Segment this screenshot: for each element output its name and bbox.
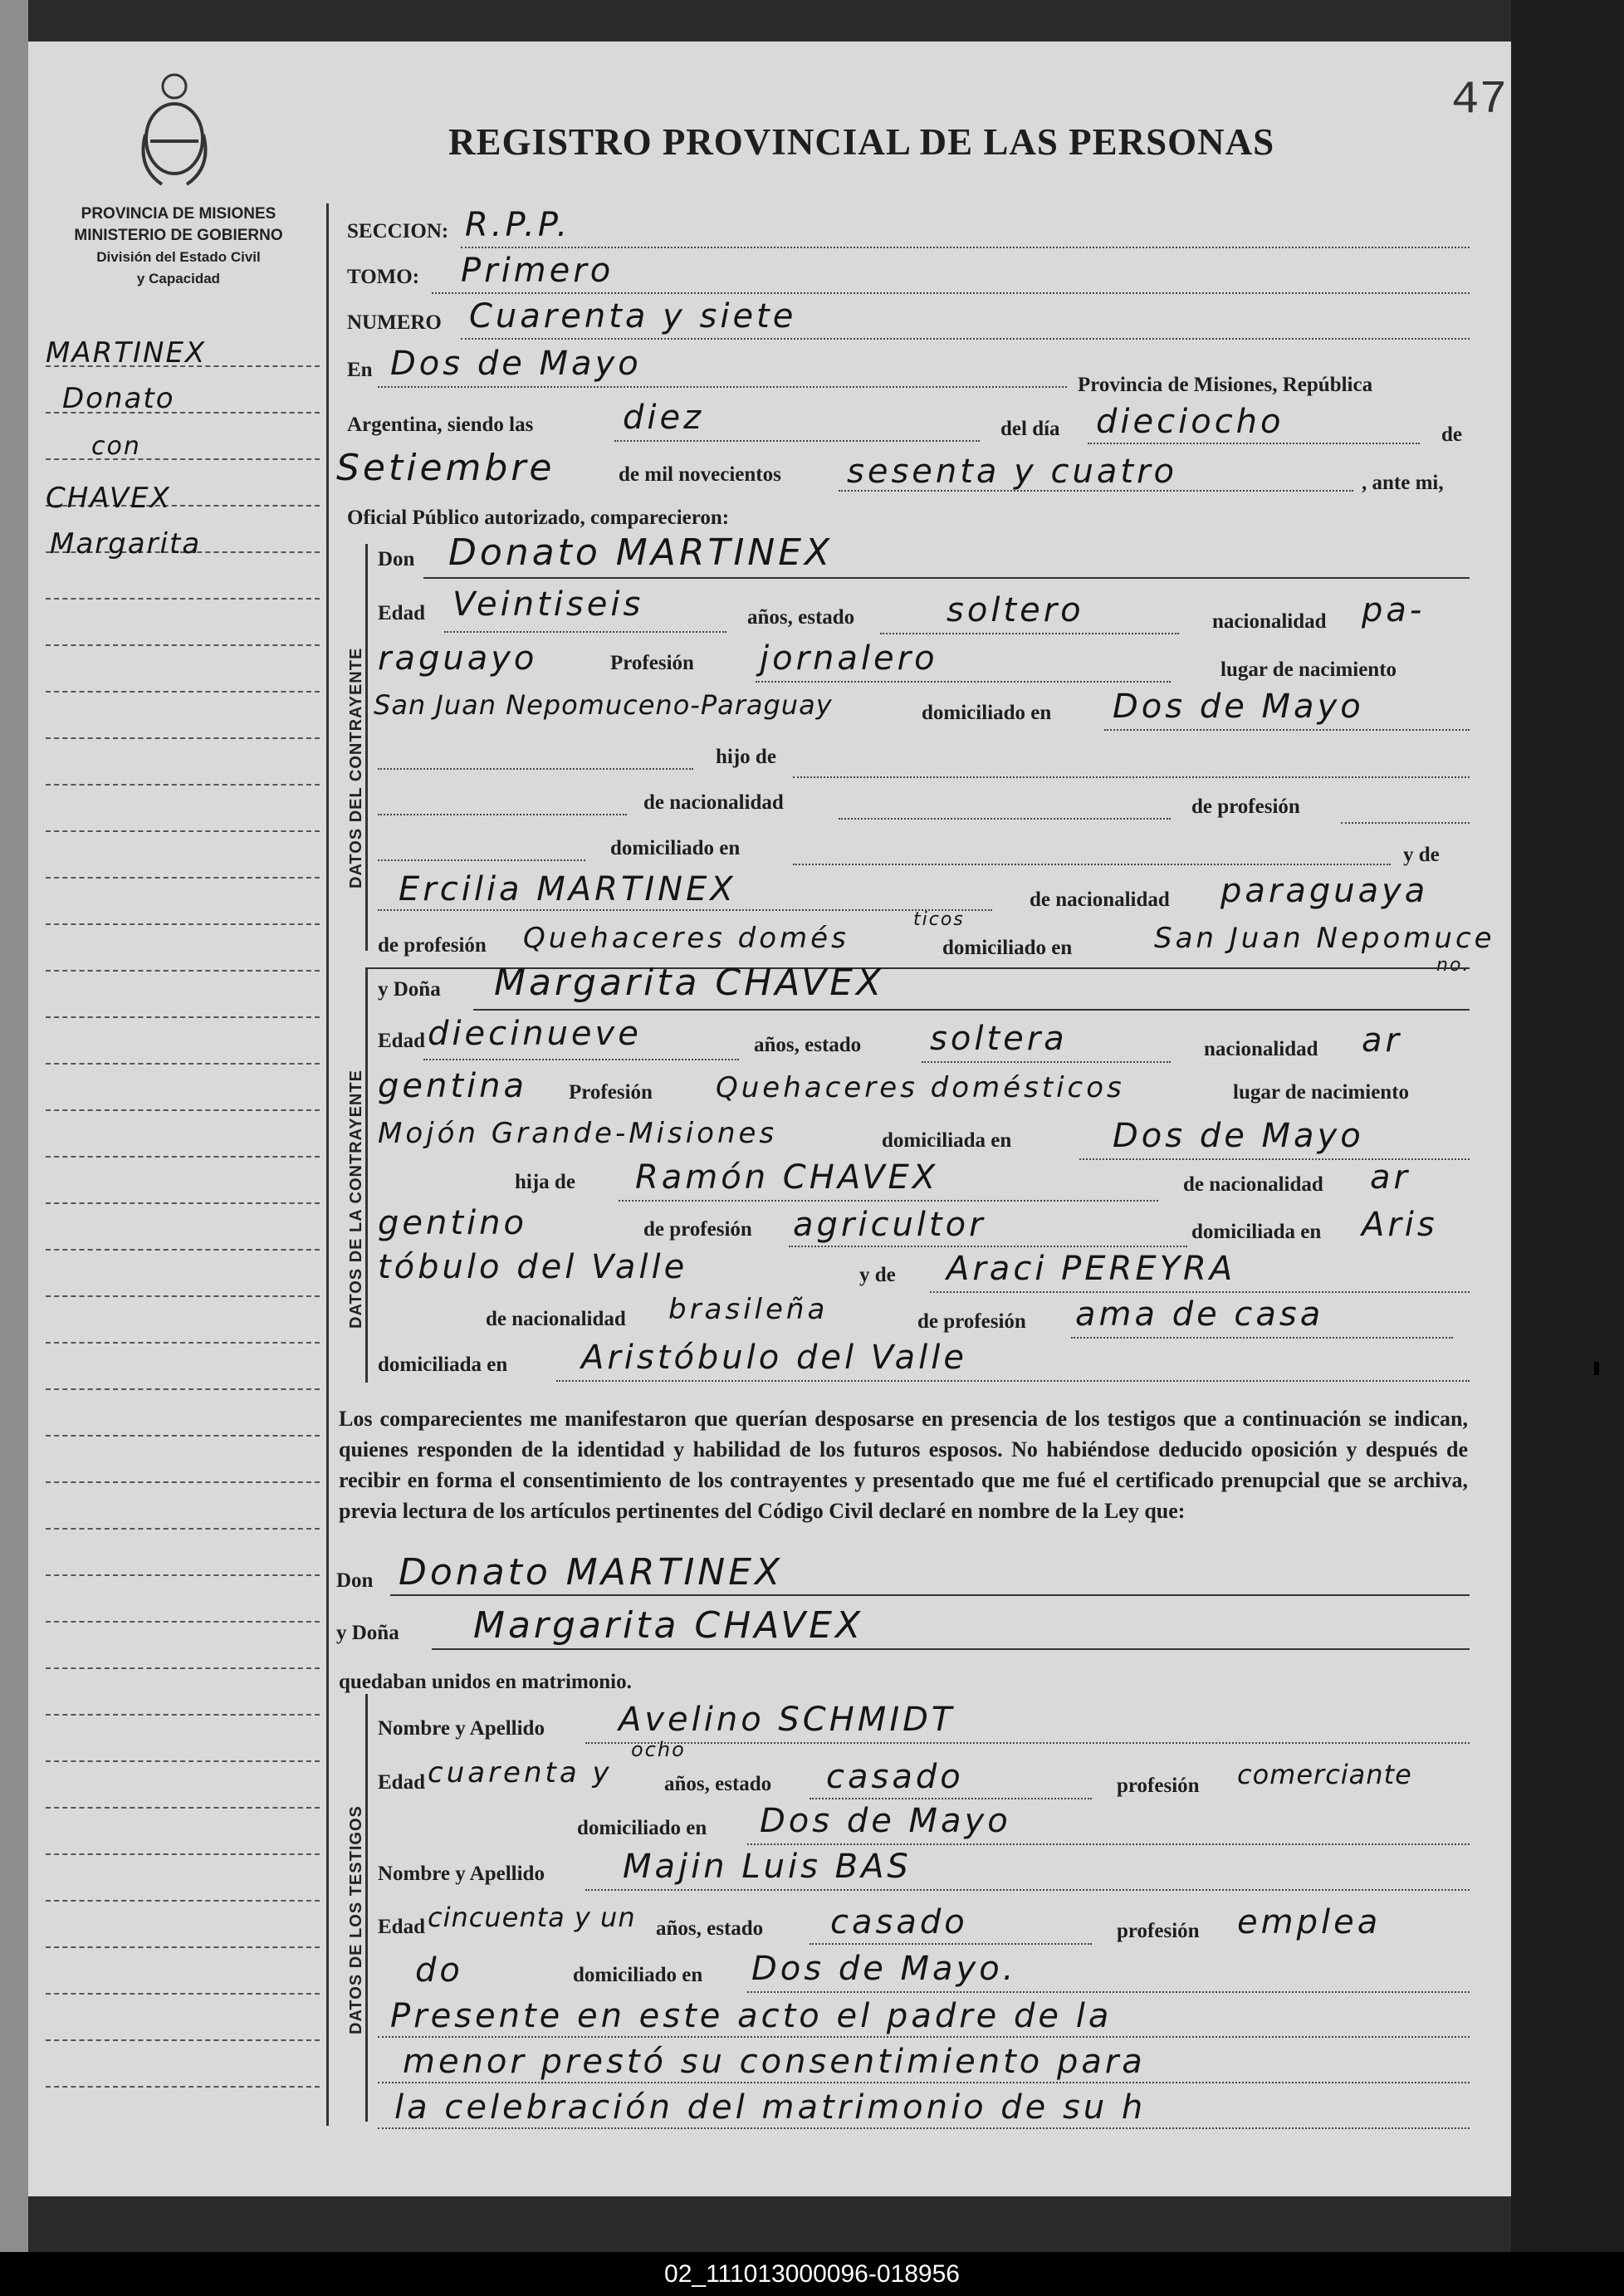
field-line bbox=[880, 633, 1179, 634]
label-hija-de: hija de bbox=[515, 1171, 575, 1193]
label-oficial: Oficial Público autorizado, comparecieron: bbox=[347, 507, 730, 529]
field-line bbox=[756, 681, 1171, 683]
groom-age: Veintiseis bbox=[452, 585, 644, 624]
label-y-de: y de bbox=[859, 1264, 896, 1286]
label-profesion: Profesión bbox=[569, 1081, 653, 1104]
footer-bar bbox=[0, 2252, 1624, 2296]
bride-profession: Quehaceres domésticos bbox=[716, 1071, 1125, 1104]
label-y-de: y de bbox=[1403, 844, 1440, 866]
bride-father-nationality-b: gentino bbox=[378, 1204, 527, 1242]
value-anio: sesenta y cuatro bbox=[847, 453, 1178, 491]
authority-line: y Capacidad bbox=[136, 271, 221, 286]
groom-name: Donato MARTINEX bbox=[448, 531, 834, 574]
margin-name: con bbox=[91, 432, 141, 461]
field-line bbox=[614, 440, 980, 442]
label-lugar-nac: lugar de nacimiento bbox=[1220, 658, 1397, 681]
label-lugar-nac: lugar de nacimiento bbox=[1233, 1081, 1410, 1104]
field-line bbox=[1071, 1337, 1453, 1339]
margin-line bbox=[46, 2039, 320, 2041]
margin-line bbox=[46, 1249, 320, 1251]
note-line: menor prestó su consentimiento para bbox=[403, 2043, 1146, 2081]
label-domiciliado: domiciliado en bbox=[577, 1817, 707, 1839]
field-line bbox=[432, 292, 1470, 294]
field-line bbox=[473, 1009, 1470, 1011]
witness1-age: cuarenta y bbox=[428, 1756, 613, 1789]
label-don: Don bbox=[336, 1569, 374, 1592]
label-seccion: SECCION: bbox=[347, 220, 449, 242]
groom-mother: Ercilia MARTINEX bbox=[399, 870, 736, 908]
label-domiciliada: domiciliada en bbox=[1191, 1221, 1322, 1243]
margin-line bbox=[46, 1760, 320, 1762]
label-quedaban: quedaban unidos en matrimonio. bbox=[339, 1671, 632, 1693]
label-domiciliado: domiciliado en bbox=[573, 1964, 703, 1986]
field-line bbox=[378, 768, 693, 770]
side-label-groom: DATOS DEL CONTRAYENTE bbox=[347, 647, 365, 889]
field-line bbox=[1079, 1158, 1470, 1160]
side-label-bride: DATOS DE LA CONTRAYENTE bbox=[347, 1070, 365, 1329]
label-don: Don bbox=[378, 548, 415, 570]
label-anos-estado: años, estado bbox=[656, 1917, 764, 1940]
margin-line bbox=[46, 737, 320, 739]
image-code: 02_111013000096-018956 bbox=[664, 2260, 960, 2288]
witness2-domicile: Dos de Mayo. bbox=[751, 1950, 1017, 1988]
bride-mother-domicile: Aristóbulo del Valle bbox=[581, 1339, 967, 1377]
field-line bbox=[378, 859, 585, 861]
witness1-profession: comerciante bbox=[1237, 1759, 1412, 1790]
label-edad: Edad bbox=[378, 602, 425, 624]
margin-rule bbox=[326, 203, 329, 2126]
label-profesion: profesión bbox=[1117, 1775, 1200, 1797]
bride-mother-nationality: brasileña bbox=[668, 1293, 829, 1326]
field-line bbox=[1104, 729, 1470, 731]
value-mes: Setiembre bbox=[336, 447, 555, 489]
margin-line bbox=[46, 1946, 320, 1948]
authority-line: MINISTERIO DE GOBIERNO bbox=[74, 227, 283, 244]
value-hora: diez bbox=[623, 399, 705, 437]
label-edad: Edad bbox=[378, 1771, 425, 1794]
groom-mother-profession-sup: ticos bbox=[913, 909, 965, 930]
label-anos-estado: años, estado bbox=[664, 1773, 772, 1795]
field-line bbox=[556, 1380, 1470, 1382]
margin-line bbox=[46, 1528, 320, 1530]
bride-nationality-a: ar bbox=[1362, 1021, 1402, 1060]
label-de-profesion: de profesión bbox=[643, 1218, 752, 1241]
bride-age: diecinueve bbox=[428, 1015, 642, 1053]
margin-line bbox=[46, 784, 320, 786]
field-line bbox=[432, 1648, 1470, 1650]
margin-line bbox=[46, 2086, 320, 2088]
bride-father-profession: agricultor bbox=[793, 1206, 986, 1244]
bride-domicile: Dos de Mayo bbox=[1113, 1117, 1364, 1155]
margin-line bbox=[46, 1993, 320, 1995]
groom-mother-domicile-sup: no. bbox=[1436, 955, 1470, 976]
margin-line bbox=[46, 877, 320, 879]
margin-line bbox=[46, 1807, 320, 1809]
bride-father: Ramón CHAVEX bbox=[635, 1158, 939, 1197]
margin-line bbox=[46, 830, 320, 832]
document-title: REGISTRO PROVINCIAL DE LAS PERSONAS bbox=[448, 121, 1275, 163]
field-line bbox=[378, 2036, 1470, 2038]
field-line bbox=[423, 577, 1470, 579]
field-line bbox=[1341, 822, 1470, 824]
margin-line bbox=[46, 1481, 320, 1483]
value-seccion: R.P.P. bbox=[465, 206, 571, 244]
witness2-state: casado bbox=[830, 1903, 968, 1941]
coat-of-arms-icon bbox=[137, 68, 212, 193]
value-numero: Cuarenta y siete bbox=[469, 297, 797, 335]
bride-mother: Araci PEREYRA bbox=[947, 1250, 1236, 1288]
label-domiciliado: domiciliado en bbox=[610, 837, 741, 859]
label-numero: NUMERO bbox=[347, 311, 442, 334]
field-line bbox=[747, 1991, 1470, 1993]
declaration-paragraph: Los comparecientes me manifestaron que querían desposarse en presencia de los testigos que a continuación se indican, quienes responden de la identidad y habilidad de los futuros esposos. No habiéndose deducido oposición y después de recibir en forma el consentimiento de los contrayentes y presentado que me fué el certificado prenupcial que se archiva, previa lectura de los artículos pertinentes del Código Civil declaré en nombre de la Ley que: bbox=[339, 1407, 1468, 1523]
margin-line bbox=[46, 1853, 320, 1855]
field-line bbox=[585, 1742, 1470, 1744]
field-line bbox=[789, 1246, 1187, 1247]
note-line: la celebración del matrimonio de su h bbox=[394, 2088, 1147, 2127]
label-domiciliado: domiciliado en bbox=[942, 937, 1073, 959]
label-domiciliado: domiciliado en bbox=[922, 702, 1052, 724]
field-line bbox=[585, 1889, 1470, 1891]
label-hijo-de: hijo de bbox=[716, 746, 776, 768]
field-line bbox=[793, 864, 1391, 865]
label-de-profesion: de profesión bbox=[1191, 796, 1300, 818]
groom-nationality-b: raguayo bbox=[378, 639, 538, 678]
witness2-age: cincuenta y un bbox=[428, 1902, 636, 1933]
margin-line bbox=[46, 1574, 320, 1576]
field-line bbox=[378, 814, 627, 815]
label-dona: y Doña bbox=[378, 978, 441, 1001]
issuing-authority bbox=[33, 203, 324, 290]
field-line bbox=[378, 2082, 1470, 2083]
groom-domicile: Dos de Mayo bbox=[1113, 688, 1364, 726]
field-line bbox=[839, 490, 1353, 492]
margin-line bbox=[46, 1063, 320, 1065]
witness1-age-sup: ocho bbox=[631, 1738, 686, 1761]
margin-line bbox=[46, 1667, 320, 1669]
label-de-nacionalidad: de nacionalidad bbox=[643, 791, 784, 814]
value-lugar: Dos de Mayo bbox=[390, 345, 642, 383]
label-de-nacionalidad: de nacionalidad bbox=[1030, 889, 1170, 911]
label-de-profesion: de profesión bbox=[917, 1310, 1026, 1333]
groom-nationality-a: pa- bbox=[1362, 591, 1426, 629]
field-line bbox=[444, 631, 726, 633]
declared-groom: Donato MARTINEX bbox=[399, 1551, 784, 1593]
label-nombre-apellido: Nombre y Apellido bbox=[378, 1717, 545, 1740]
field-line bbox=[1088, 443, 1420, 444]
margin-line bbox=[46, 691, 320, 693]
field-line bbox=[793, 776, 1470, 778]
bride-father-nationality-a: ar bbox=[1370, 1158, 1411, 1197]
margin-line bbox=[46, 1714, 320, 1716]
margin-line bbox=[46, 598, 320, 600]
value-dia: dieciocho bbox=[1096, 403, 1284, 441]
groom-mother-profession: Quehaceres domés bbox=[523, 922, 849, 955]
value-tomo: Primero bbox=[461, 252, 614, 290]
label-edad: Edad bbox=[378, 1916, 425, 1938]
label-en: En bbox=[347, 359, 373, 381]
field-line bbox=[747, 1843, 1470, 1845]
scan-mark bbox=[1594, 1362, 1599, 1375]
margin-line bbox=[46, 644, 320, 646]
label-del-dia: del día bbox=[1000, 418, 1060, 440]
groom-mother-domicile: San Juan Nepomuce bbox=[1154, 922, 1495, 955]
margin-line bbox=[46, 1295, 320, 1297]
margin-line bbox=[46, 1621, 320, 1623]
label-profesion: Profesión bbox=[610, 652, 694, 674]
field-line bbox=[930, 1291, 1470, 1293]
page-left-edge bbox=[0, 0, 28, 2296]
label-provincia: Provincia de Misiones, República bbox=[1078, 374, 1373, 396]
field-line bbox=[810, 1943, 1092, 1945]
witness1-state: casado bbox=[826, 1758, 964, 1796]
margin-line bbox=[46, 1202, 320, 1204]
bride-state: soltera bbox=[930, 1020, 1068, 1058]
label-dona: y Doña bbox=[336, 1622, 399, 1644]
bride-name: Margarita CHAVEX bbox=[494, 962, 885, 1004]
label-de: de bbox=[1441, 423, 1462, 446]
margin-name: Margarita bbox=[50, 527, 202, 561]
label-domiciliada: domiciliada en bbox=[378, 1354, 508, 1376]
label-edad: Edad bbox=[378, 1030, 425, 1052]
side-label-witnesses: DATOS DE LOS TESTIGOS bbox=[347, 1805, 365, 2034]
bride-father-domicile-b: tóbulo del Valle bbox=[378, 1248, 688, 1286]
label-nacionalidad: nacionalidad bbox=[1212, 610, 1327, 633]
field-line bbox=[461, 247, 1470, 248]
field-line bbox=[378, 386, 1067, 388]
groom-birthplace: San Juan Nepomuceno-Paraguay bbox=[374, 689, 833, 721]
margin-line bbox=[46, 1900, 320, 1902]
margin-line bbox=[46, 1388, 320, 1390]
witness2-name: Majin Luis BAS bbox=[623, 1848, 912, 1886]
label-de-profesion: de profesión bbox=[378, 934, 487, 957]
margin-line bbox=[46, 1109, 320, 1111]
groom-state: soltero bbox=[947, 591, 1084, 629]
margin-line bbox=[46, 923, 320, 925]
margin-line bbox=[46, 1342, 320, 1344]
note-line: Presente en este acto el padre de la bbox=[390, 1997, 1113, 2035]
label-anos-estado: años, estado bbox=[754, 1034, 862, 1056]
label-tomo: TOMO: bbox=[347, 266, 420, 288]
bride-nationality-b: gentina bbox=[378, 1067, 528, 1105]
field-line bbox=[390, 1594, 1470, 1596]
bride-mother-profession: ama de casa bbox=[1075, 1295, 1324, 1334]
field-line bbox=[922, 1061, 1171, 1063]
label-domiciliada: domiciliada en bbox=[882, 1129, 1012, 1152]
witness2-profession-a: emplea bbox=[1237, 1903, 1382, 1941]
field-line bbox=[619, 1200, 1158, 1202]
field-line bbox=[423, 1059, 739, 1060]
authority-line: PROVINCIA DE MISIONES bbox=[81, 205, 276, 223]
label-ante-mi: , ante mi, bbox=[1362, 472, 1444, 494]
witness2-profession-b: do bbox=[415, 1951, 463, 1990]
authority-line: División del Estado Civil bbox=[96, 249, 261, 265]
groom-mother-nationality: paraguaya bbox=[1220, 872, 1429, 910]
label-nombre-apellido: Nombre y Apellido bbox=[378, 1863, 545, 1885]
margin-line bbox=[46, 1016, 320, 1018]
field-line bbox=[378, 2127, 1470, 2129]
label-argentina: Argentina, siendo las bbox=[347, 414, 534, 436]
witness1-name: Avelino SCHMIDT bbox=[619, 1701, 956, 1739]
declared-bride: Margarita CHAVEX bbox=[473, 1604, 864, 1647]
margin-line bbox=[46, 458, 320, 460]
margin-line bbox=[46, 970, 320, 972]
witness1-domicile: Dos de Mayo bbox=[760, 1802, 1011, 1840]
label-nacionalidad: nacionalidad bbox=[1204, 1038, 1318, 1060]
label-profesion: profesión bbox=[1117, 1920, 1200, 1942]
margin-line bbox=[46, 1435, 320, 1437]
label-de-nacionalidad: de nacionalidad bbox=[486, 1308, 626, 1330]
margin-name: CHAVEX bbox=[46, 482, 171, 515]
margin-line bbox=[46, 1156, 320, 1158]
page-number: 47 bbox=[1451, 73, 1508, 126]
groom-profession: jornalero bbox=[760, 639, 938, 678]
binding-shadow bbox=[1511, 0, 1624, 2296]
label-de-mil: de mil novecientos bbox=[619, 463, 781, 486]
field-line bbox=[378, 909, 992, 911]
bride-father-domicile-a: Aris bbox=[1362, 1206, 1438, 1244]
field-line bbox=[461, 338, 1470, 340]
margin-name: MARTINEX bbox=[46, 336, 207, 370]
label-anos-estado: años, estado bbox=[747, 606, 855, 629]
margin-name: Donato bbox=[62, 382, 175, 415]
field-line bbox=[839, 818, 1171, 820]
bride-birthplace: Mojón Grande-Misiones bbox=[378, 1117, 778, 1150]
label-de-nacionalidad: de nacionalidad bbox=[1183, 1173, 1323, 1196]
field-line bbox=[810, 1798, 1092, 1799]
